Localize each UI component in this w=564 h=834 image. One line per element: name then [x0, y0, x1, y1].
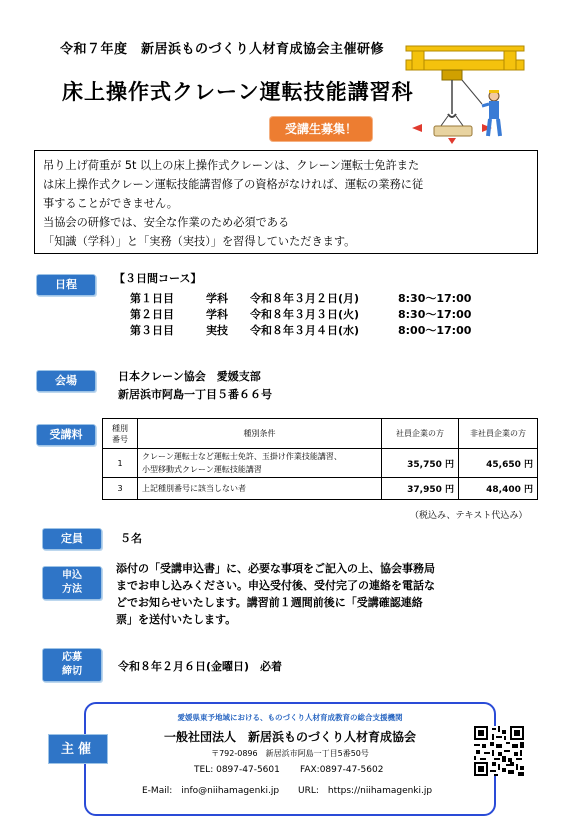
schedule-day: 第３日目: [130, 324, 174, 337]
overhead-crane-illustration: [404, 44, 526, 144]
apply-label-line1: 申込: [62, 570, 82, 581]
venue-address: 新居浜市阿島一丁目５番６６号: [118, 388, 272, 401]
organizer-tel: TEL: 0897-47-5601: [194, 765, 280, 775]
organizer-email[interactable]: [142, 783, 279, 796]
capacity-value: ５名: [120, 532, 142, 545]
venue-label: 会場: [36, 370, 96, 392]
organizer-url[interactable]: [298, 783, 432, 796]
intro-line: 事することができません。: [43, 197, 178, 210]
fee-table-row: [103, 477, 538, 499]
page-title: 床上操作式クレーン運転技能講習科: [62, 80, 414, 104]
schedule-date: 令和８年３月４日(水): [250, 324, 360, 337]
fee-row-condition: 上記種別番号に該当しない者: [138, 477, 382, 499]
organizer-tagline: 愛媛県東予地域における、ものづくり人材育成教育の総合支援機関: [177, 713, 403, 722]
schedule-time: 8:30～17:00: [398, 292, 472, 305]
header-condition: 種別条件: [138, 419, 382, 449]
fee-note: （税込み、テキスト代込み）: [410, 511, 528, 521]
schedule-day: 第１日目: [130, 292, 174, 305]
header-nonmember: 非社員企業の方: [459, 419, 538, 449]
organizer-label: 主催: [48, 734, 108, 764]
deadline-label-line1: 応募: [62, 652, 82, 663]
schedule-label: 日程: [36, 274, 96, 296]
organizer-name: 一般社団法人 新居浜ものづくり人材育成協会: [163, 730, 416, 744]
fee-row-condition: クレーン運転士など運転士免許、玉掛け作業技能講習、: [142, 452, 342, 462]
organizer-email-text[interactable]: E-Mail: info@niihamagenki.jp: [142, 786, 280, 796]
apply-line: どでお知らせいたします。講習前１週間前後に「受講確認連絡: [116, 596, 423, 609]
apply-line: 票」を送付いたします。: [116, 613, 237, 626]
qr-code-icon[interactable]: [474, 726, 524, 776]
deadline-label: [42, 648, 102, 682]
fee-row-member: 35,750 円: [382, 449, 459, 477]
deadline-label-line2: 締切: [62, 666, 82, 677]
schedule-date: 令和８年３月２日(月): [250, 292, 360, 305]
organizer-address: 〒792-0896 新居浜市阿島一丁目5番50号: [211, 749, 369, 758]
course-length: 【３日間コース】: [114, 272, 202, 285]
fee-row-condition: 小型移動式クレーン運転技能講習: [142, 465, 262, 475]
deadline-value: 令和８年２月６日(金曜日) 必着: [118, 660, 283, 673]
schedule-day: 第２日目: [130, 308, 174, 321]
fee-table-row: [103, 449, 538, 477]
schedule-date: 令和８年３月３日(火): [250, 308, 360, 321]
schedule-time: 8:00～17:00: [398, 324, 472, 337]
schedule-type: 学科: [206, 308, 228, 321]
apply-label-line2: 方法: [62, 584, 82, 595]
schedule-type: 学科: [206, 292, 228, 305]
fee-row-no: 1: [103, 449, 138, 477]
fee-table: [102, 418, 538, 500]
header-member: 社員企業の方: [382, 419, 459, 449]
fee-label: 受講料: [36, 424, 96, 446]
capacity-label: 定員: [42, 528, 102, 550]
training-subtitle: 令和７年度 新居浜ものづくり人材育成協会主催研修: [60, 42, 385, 57]
schedule-time: 8:30～17:00: [398, 308, 472, 321]
apply-line: 添付の「受講申込書」に、必要な事項をご記入の上、協会事務局: [116, 562, 435, 575]
apply-label: [42, 566, 102, 600]
organizer-fax: FAX:0897-47-5602: [300, 765, 384, 775]
schedule-type: 実技: [206, 324, 228, 337]
fee-row-nonmember: 45,650 円: [459, 449, 538, 477]
header-no-line1: 種別: [112, 423, 128, 433]
intro-line: 吊り上げ荷重が 5t 以上の床上操作式クレーンは、クレーン運転士免許また: [43, 159, 420, 172]
apply-instructions: [116, 560, 435, 628]
fee-row-member: 37,950 円: [382, 477, 459, 499]
intro-line: 「知識（学科）」と「実務（実技）」を習得していただきます。: [43, 235, 356, 248]
intro-line: 当協会の研修では、安全な作業のため必須である: [43, 216, 290, 229]
intro-line: は床上操作式クレーン運転技能講習修了の資格がなければ、運転の業務に従: [43, 178, 424, 191]
apply-line: までお申し込みください。申込受付後、受付完了の連絡を電話な: [116, 579, 435, 592]
fee-row-no: 3: [103, 477, 138, 499]
recruit-badge: 受講生募集！: [270, 117, 372, 141]
organizer-url-text[interactable]: URL: https://niihamagenki.jp: [298, 786, 433, 796]
fee-row-nonmember: 48,400 円: [459, 477, 538, 499]
header-no-line2: 番号: [112, 434, 128, 444]
intro-notice-box: [34, 150, 538, 254]
fee-table-header: [103, 419, 538, 449]
venue-name: 日本クレーン協会 愛媛支部: [118, 370, 261, 383]
